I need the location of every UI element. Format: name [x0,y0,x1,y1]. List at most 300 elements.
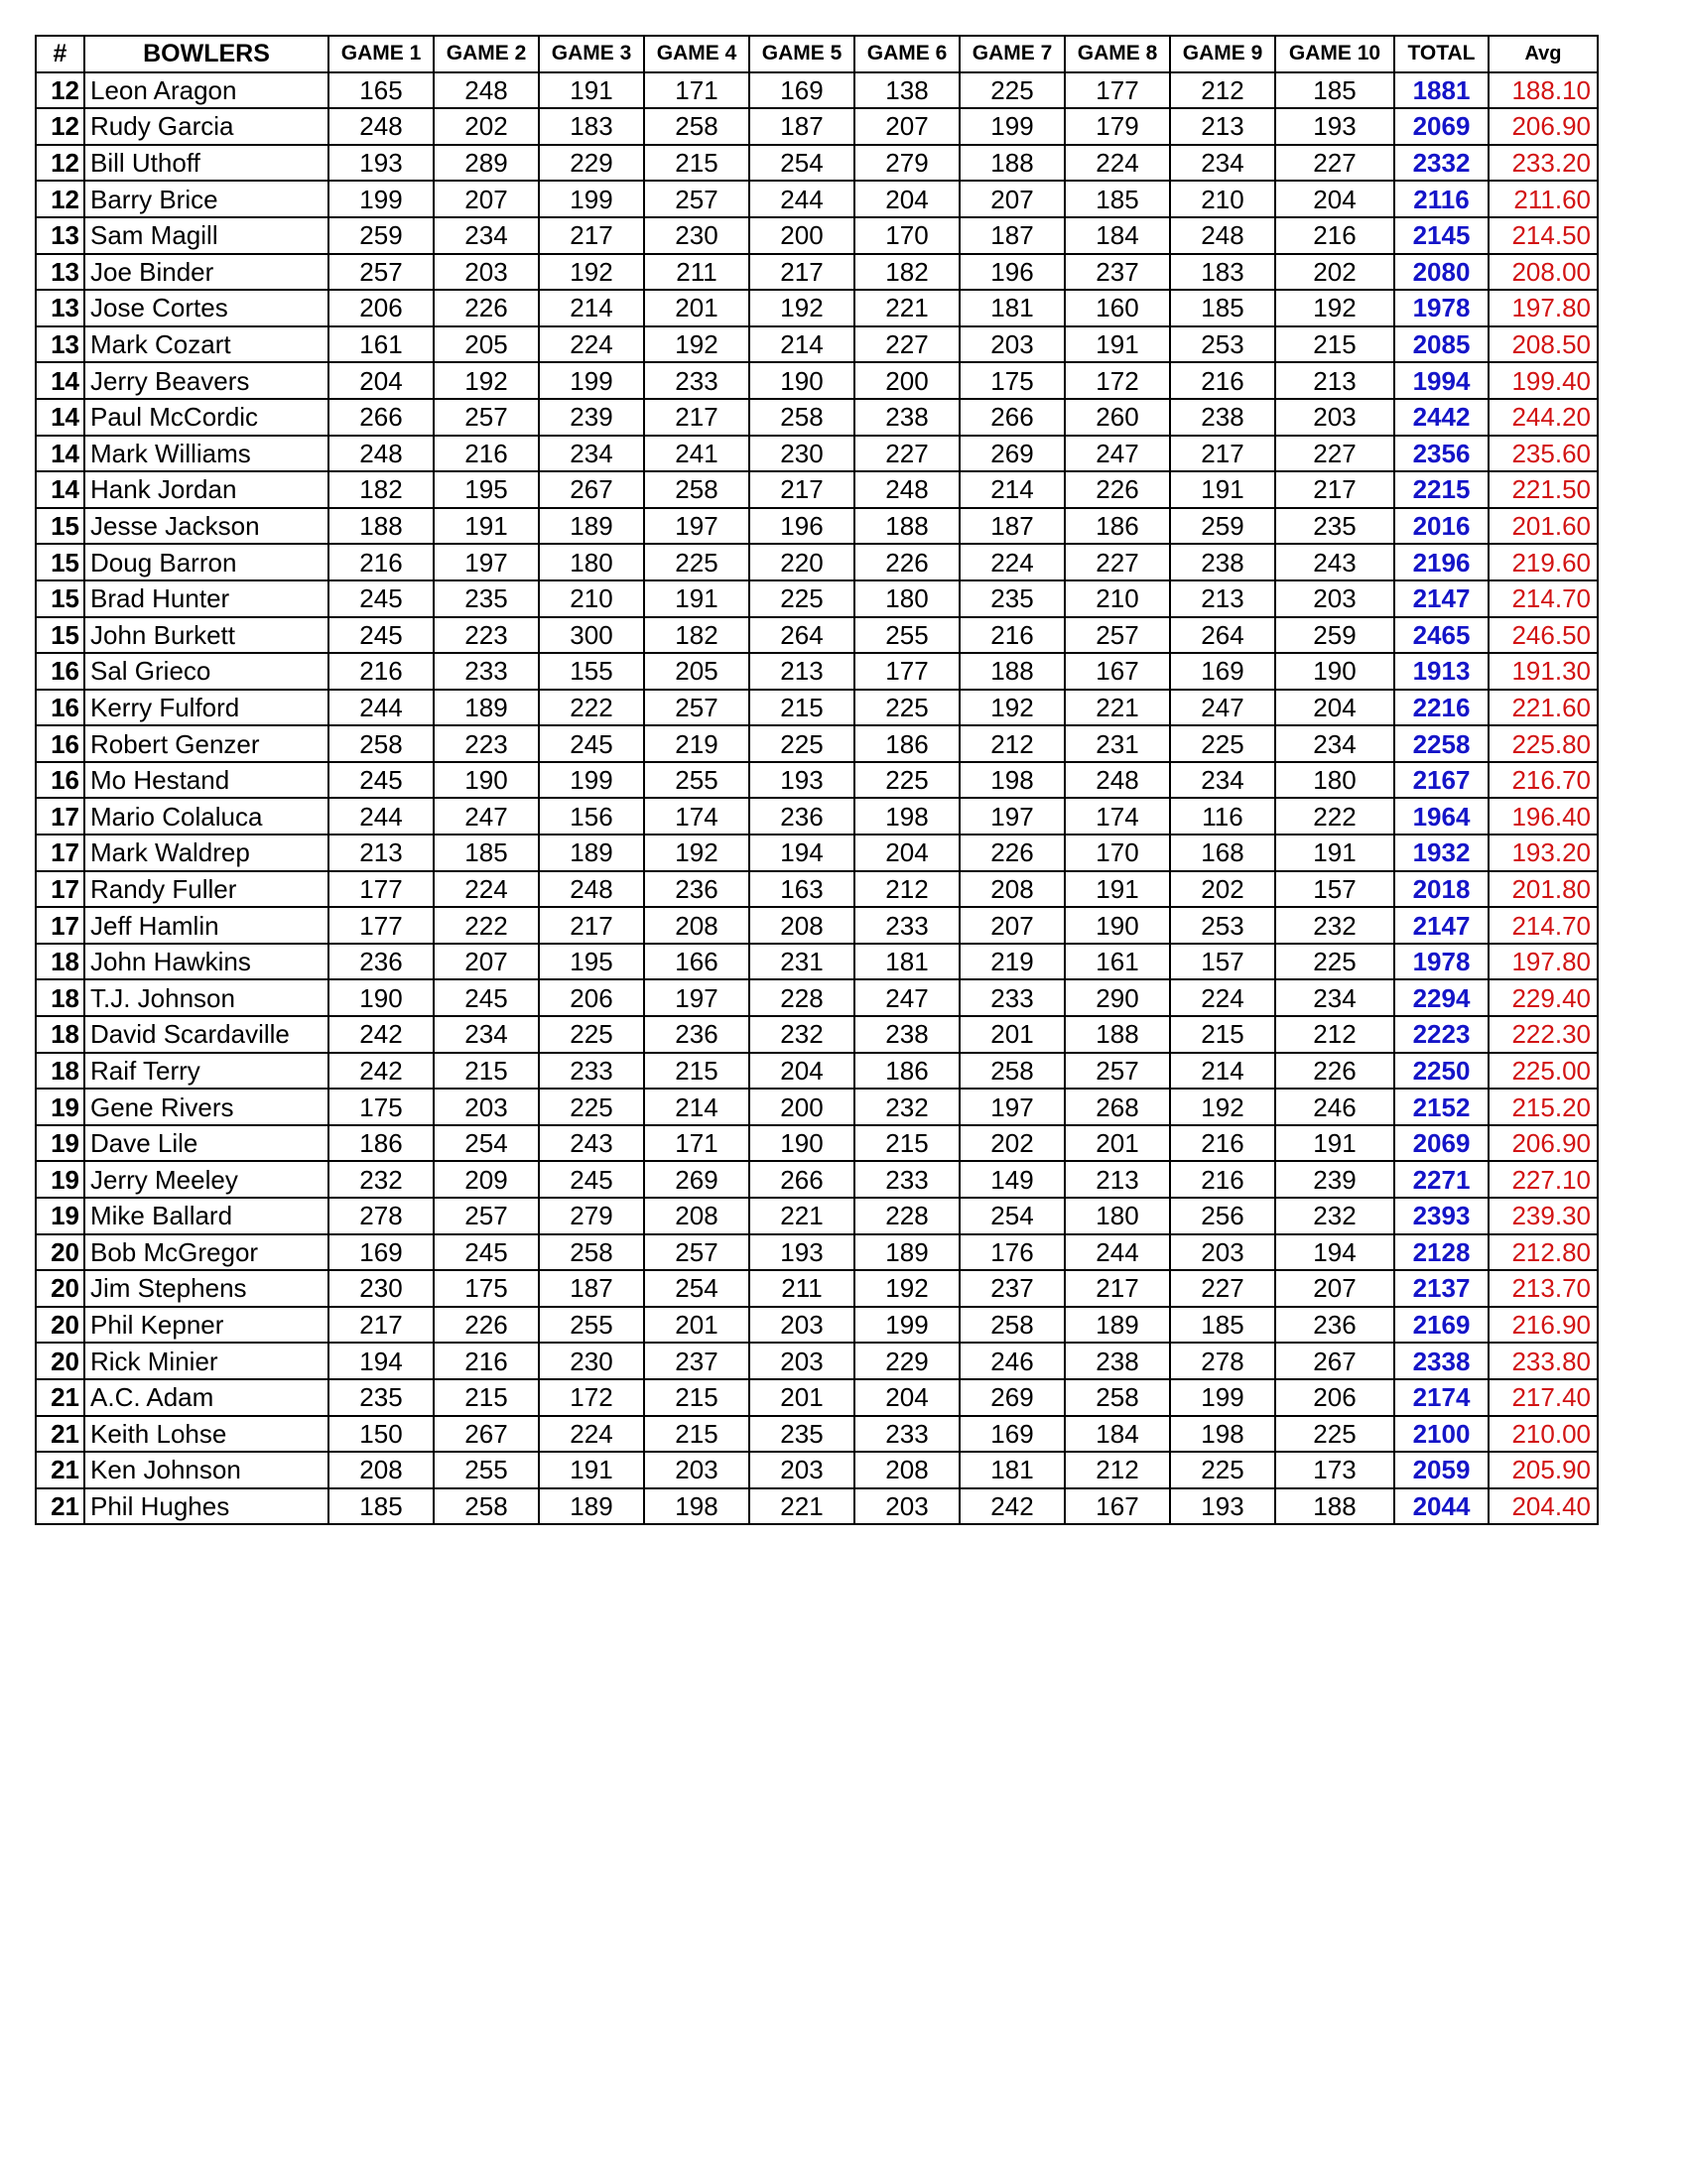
game-7-score: 201 [960,1016,1065,1053]
table-row [36,254,1598,291]
game-7-score: 188 [960,653,1065,690]
header-game-10: GAME 10 [1275,36,1394,72]
bowler-name: Paul McCordic [84,399,328,436]
game-10-score: 193 [1275,108,1394,145]
game-2-score: 207 [434,181,539,217]
game-2-score: 233 [434,653,539,690]
game-6-score: 212 [854,871,960,908]
bowler-number: 20 [36,1307,84,1344]
table-row [36,108,1598,145]
bowler-number: 18 [36,1016,84,1053]
total-score: 2294 [1394,979,1489,1016]
game-1-score: 204 [328,362,434,399]
total-score: 1881 [1394,72,1489,109]
game-7-score: 149 [960,1161,1065,1198]
total-score: 2059 [1394,1452,1489,1488]
game-8-score: 237 [1065,254,1170,291]
game-1-score: 257 [328,254,434,291]
game-8-score: 226 [1065,471,1170,508]
game-3-score: 279 [539,1198,644,1234]
game-10-score: 225 [1275,1416,1394,1453]
game-4-score: 258 [644,108,749,145]
game-5-score: 220 [749,544,854,580]
game-10-score: 203 [1275,580,1394,617]
average-score: 199.40 [1489,362,1598,399]
game-1-score: 245 [328,762,434,799]
total-score: 2116 [1394,181,1489,217]
game-8-score: 221 [1065,690,1170,726]
game-10-score: 190 [1275,653,1394,690]
game-9-score: 203 [1170,1234,1275,1271]
bowler-number: 19 [36,1161,84,1198]
table-row [36,580,1598,617]
game-7-score: 169 [960,1416,1065,1453]
bowler-number: 13 [36,290,84,326]
bowler-name: A.C. Adam [84,1379,328,1416]
game-2-score: 222 [434,907,539,944]
total-score: 1978 [1394,290,1489,326]
game-8-score: 247 [1065,436,1170,472]
total-score: 2356 [1394,436,1489,472]
average-score: 233.20 [1489,145,1598,182]
game-9-score: 248 [1170,217,1275,254]
bowler-name: Jose Cortes [84,290,328,326]
table-row [36,690,1598,726]
game-10-score: 206 [1275,1379,1394,1416]
game-1-score: 175 [328,1089,434,1125]
table-row [36,399,1598,436]
game-4-score: 171 [644,72,749,109]
average-score: 208.00 [1489,254,1598,291]
game-3-score: 199 [539,762,644,799]
game-3-score: 229 [539,145,644,182]
table-row [36,72,1598,109]
game-1-score: 177 [328,871,434,908]
game-7-score: 212 [960,725,1065,762]
game-7-score: 242 [960,1488,1065,1525]
total-score: 2044 [1394,1488,1489,1525]
game-5-score: 217 [749,471,854,508]
game-8-score: 224 [1065,145,1170,182]
game-6-score: 203 [854,1488,960,1525]
table-row [36,725,1598,762]
game-6-score: 204 [854,1379,960,1416]
table-row [36,544,1598,580]
game-10-score: 207 [1275,1270,1394,1307]
bowler-number: 21 [36,1416,84,1453]
header-row [36,36,1598,72]
game-10-score: 246 [1275,1089,1394,1125]
game-1-score: 213 [328,835,434,871]
game-6-score: 221 [854,290,960,326]
bowler-name: Jerry Beavers [84,362,328,399]
game-4-score: 201 [644,1307,749,1344]
total-score: 2338 [1394,1343,1489,1379]
game-10-score: 212 [1275,1016,1394,1053]
average-score: 216.90 [1489,1307,1598,1344]
game-9-score: 185 [1170,290,1275,326]
total-score: 2174 [1394,1379,1489,1416]
game-9-score: 225 [1170,725,1275,762]
bowler-name: Sal Grieco [84,653,328,690]
game-2-score: 203 [434,254,539,291]
bowler-name: Leon Aragon [84,72,328,109]
total-score: 1978 [1394,944,1489,980]
game-8-score: 201 [1065,1125,1170,1162]
total-score: 2215 [1394,471,1489,508]
game-8-score: 170 [1065,835,1170,871]
bowler-number: 18 [36,944,84,980]
bowler-number: 12 [36,72,84,109]
bowler-name: Raif Terry [84,1053,328,1090]
table-body [36,72,1598,1525]
game-1-score: 190 [328,979,434,1016]
game-9-score: 253 [1170,907,1275,944]
game-2-score: 289 [434,145,539,182]
game-8-score: 180 [1065,1198,1170,1234]
game-1-score: 232 [328,1161,434,1198]
game-10-score: 222 [1275,798,1394,835]
bowler-name: Jim Stephens [84,1270,328,1307]
game-6-score: 227 [854,326,960,363]
table-row [36,1016,1598,1053]
game-2-score: 202 [434,108,539,145]
total-score: 2018 [1394,871,1489,908]
game-1-score: 248 [328,108,434,145]
game-10-score: 267 [1275,1343,1394,1379]
bowler-name: Joe Binder [84,254,328,291]
table-row [36,944,1598,980]
game-9-score: 116 [1170,798,1275,835]
game-4-score: 182 [644,617,749,654]
game-2-score: 258 [434,1488,539,1525]
game-8-score: 174 [1065,798,1170,835]
game-9-score: 157 [1170,944,1275,980]
total-score: 2100 [1394,1416,1489,1453]
bowler-name: Brad Hunter [84,580,328,617]
average-score: 205.90 [1489,1452,1598,1488]
game-9-score: 202 [1170,871,1275,908]
bowler-number: 14 [36,436,84,472]
table-row [36,145,1598,182]
game-5-score: 187 [749,108,854,145]
game-10-score: 180 [1275,762,1394,799]
game-1-score: 161 [328,326,434,363]
bowler-number: 15 [36,508,84,545]
game-5-score: 266 [749,1161,854,1198]
game-9-score: 216 [1170,1161,1275,1198]
game-7-score: 254 [960,1198,1065,1234]
game-9-score: 247 [1170,690,1275,726]
total-score: 2016 [1394,508,1489,545]
game-3-score: 189 [539,508,644,545]
game-9-score: 185 [1170,1307,1275,1344]
average-score: 215.20 [1489,1089,1598,1125]
game-4-score: 233 [644,362,749,399]
game-9-score: 216 [1170,362,1275,399]
game-5-score: 228 [749,979,854,1016]
bowler-number: 17 [36,835,84,871]
game-9-score: 259 [1170,508,1275,545]
game-6-score: 255 [854,617,960,654]
game-8-score: 188 [1065,1016,1170,1053]
game-6-score: 247 [854,979,960,1016]
game-7-score: 214 [960,471,1065,508]
game-2-score: 216 [434,1343,539,1379]
table-row [36,1379,1598,1416]
game-8-score: 177 [1065,72,1170,109]
game-1-score: 235 [328,1379,434,1416]
total-score: 2250 [1394,1053,1489,1090]
game-7-score: 175 [960,362,1065,399]
average-score: 216.70 [1489,762,1598,799]
header-game-7: GAME 7 [960,36,1065,72]
game-1-score: 236 [328,944,434,980]
game-8-score: 189 [1065,1307,1170,1344]
game-5-score: 217 [749,254,854,291]
bowler-name: John Burkett [84,617,328,654]
table-row [36,798,1598,835]
game-10-score: 217 [1275,471,1394,508]
average-score: 235.60 [1489,436,1598,472]
game-2-score: 223 [434,725,539,762]
game-6-score: 233 [854,1416,960,1453]
game-8-score: 160 [1065,290,1170,326]
average-score: 208.50 [1489,326,1598,363]
game-5-score: 208 [749,907,854,944]
game-7-score: 233 [960,979,1065,1016]
game-7-score: 192 [960,690,1065,726]
game-7-score: 187 [960,508,1065,545]
game-4-score: 258 [644,471,749,508]
table-row [36,471,1598,508]
game-6-score: 192 [854,1270,960,1307]
game-9-score: 168 [1170,835,1275,871]
game-3-score: 234 [539,436,644,472]
total-score: 2442 [1394,399,1489,436]
total-score: 2069 [1394,108,1489,145]
game-4-score: 191 [644,580,749,617]
game-4-score: 174 [644,798,749,835]
total-score: 2167 [1394,762,1489,799]
bowler-number: 15 [36,544,84,580]
game-6-score: 215 [854,1125,960,1162]
total-score: 2128 [1394,1234,1489,1271]
game-4-score: 257 [644,1234,749,1271]
game-7-score: 203 [960,326,1065,363]
table-row [36,907,1598,944]
game-9-score: 199 [1170,1379,1275,1416]
bowler-name: Dave Lile [84,1125,328,1162]
game-1-score: 199 [328,181,434,217]
game-8-score: 167 [1065,1488,1170,1525]
bowler-number: 19 [36,1089,84,1125]
total-score: 2216 [1394,690,1489,726]
table-row [36,217,1598,254]
game-9-score: 234 [1170,762,1275,799]
game-10-score: 191 [1275,835,1394,871]
average-score: 193.20 [1489,835,1598,871]
game-2-score: 216 [434,436,539,472]
average-score: 233.80 [1489,1343,1598,1379]
game-10-score: 232 [1275,1198,1394,1234]
game-7-score: 197 [960,798,1065,835]
game-10-score: 202 [1275,254,1394,291]
game-6-score: 233 [854,907,960,944]
average-score: 214.70 [1489,907,1598,944]
game-4-score: 255 [644,762,749,799]
game-6-score: 232 [854,1089,960,1125]
game-10-score: 213 [1275,362,1394,399]
average-score: 219.60 [1489,544,1598,580]
total-score: 2147 [1394,580,1489,617]
bowler-number: 16 [36,762,84,799]
game-3-score: 300 [539,617,644,654]
game-1-score: 245 [328,580,434,617]
game-9-score: 214 [1170,1053,1275,1090]
average-score: 225.00 [1489,1053,1598,1090]
total-score: 2196 [1394,544,1489,580]
game-9-score: 253 [1170,326,1275,363]
bowler-name: Sam Magill [84,217,328,254]
game-7-score: 207 [960,907,1065,944]
game-9-score: 193 [1170,1488,1275,1525]
game-3-score: 155 [539,653,644,690]
average-score: 239.30 [1489,1198,1598,1234]
game-5-score: 258 [749,399,854,436]
game-4-score: 257 [644,181,749,217]
game-1-score: 188 [328,508,434,545]
game-4-score: 198 [644,1488,749,1525]
game-7-score: 199 [960,108,1065,145]
header-average: Avg [1489,36,1598,72]
total-score: 2169 [1394,1307,1489,1344]
total-score: 2393 [1394,1198,1489,1234]
bowler-name: Phil Kepner [84,1307,328,1344]
game-5-score: 194 [749,835,854,871]
game-10-score: 227 [1275,436,1394,472]
table-row [36,436,1598,472]
bowler-number: 12 [36,181,84,217]
game-1-score: 193 [328,145,434,182]
bowler-name: Mike Ballard [84,1198,328,1234]
bowler-number: 14 [36,399,84,436]
game-10-score: 185 [1275,72,1394,109]
table-row [36,979,1598,1016]
game-2-score: 175 [434,1270,539,1307]
game-4-score: 230 [644,217,749,254]
game-2-score: 257 [434,399,539,436]
game-6-score: 200 [854,362,960,399]
table-row [36,290,1598,326]
game-4-score: 237 [644,1343,749,1379]
game-5-score: 190 [749,362,854,399]
game-10-score: 157 [1275,871,1394,908]
game-8-score: 248 [1065,762,1170,799]
game-6-score: 279 [854,145,960,182]
game-6-score: 225 [854,690,960,726]
game-3-score: 224 [539,326,644,363]
game-10-score: 232 [1275,907,1394,944]
game-4-score: 254 [644,1270,749,1307]
game-9-score: 238 [1170,399,1275,436]
game-8-score: 212 [1065,1452,1170,1488]
bowler-number: 17 [36,907,84,944]
game-1-score: 182 [328,471,434,508]
game-1-score: 185 [328,1488,434,1525]
game-9-score: 213 [1170,108,1275,145]
game-2-score: 257 [434,1198,539,1234]
bowler-number: 13 [36,254,84,291]
game-7-score: 225 [960,72,1065,109]
game-4-score: 201 [644,290,749,326]
game-10-score: 194 [1275,1234,1394,1271]
game-3-score: 243 [539,1125,644,1162]
game-2-score: 190 [434,762,539,799]
game-1-score: 216 [328,653,434,690]
game-3-score: 248 [539,871,644,908]
table-row [36,362,1598,399]
game-7-score: 188 [960,145,1065,182]
game-7-score: 216 [960,617,1065,654]
header-total: TOTAL [1394,36,1489,72]
game-10-score: 192 [1275,290,1394,326]
game-5-score: 201 [749,1379,854,1416]
header-game-4: GAME 4 [644,36,749,72]
game-3-score: 255 [539,1307,644,1344]
game-1-score: 278 [328,1198,434,1234]
header-number: # [36,36,84,72]
game-1-score: 150 [328,1416,434,1453]
game-5-score: 203 [749,1343,854,1379]
game-5-score: 200 [749,217,854,254]
bowler-number: 20 [36,1234,84,1271]
header-bowlers: BOWLERS [84,36,328,72]
game-3-score: 180 [539,544,644,580]
table-row [36,1452,1598,1488]
average-score: 201.60 [1489,508,1598,545]
game-1-score: 244 [328,690,434,726]
game-6-score: 188 [854,508,960,545]
game-4-score: 192 [644,326,749,363]
total-score: 2332 [1394,145,1489,182]
bowler-name: Bill Uthoff [84,145,328,182]
bowler-number: 13 [36,326,84,363]
game-8-score: 210 [1065,580,1170,617]
game-1-score: 217 [328,1307,434,1344]
game-7-score: 187 [960,217,1065,254]
bowler-number: 18 [36,1053,84,1090]
game-2-score: 234 [434,217,539,254]
game-3-score: 195 [539,944,644,980]
game-1-score: 165 [328,72,434,109]
game-9-score: 264 [1170,617,1275,654]
bowler-number: 18 [36,979,84,1016]
game-8-score: 227 [1065,544,1170,580]
game-4-score: 197 [644,508,749,545]
game-6-score: 226 [854,544,960,580]
game-8-score: 179 [1065,108,1170,145]
game-8-score: 191 [1065,326,1170,363]
game-10-score: 215 [1275,326,1394,363]
game-6-score: 177 [854,653,960,690]
game-6-score: 199 [854,1307,960,1344]
game-1-score: 258 [328,725,434,762]
game-6-score: 227 [854,436,960,472]
game-1-score: 216 [328,544,434,580]
game-10-score: 243 [1275,544,1394,580]
average-score: 221.50 [1489,471,1598,508]
